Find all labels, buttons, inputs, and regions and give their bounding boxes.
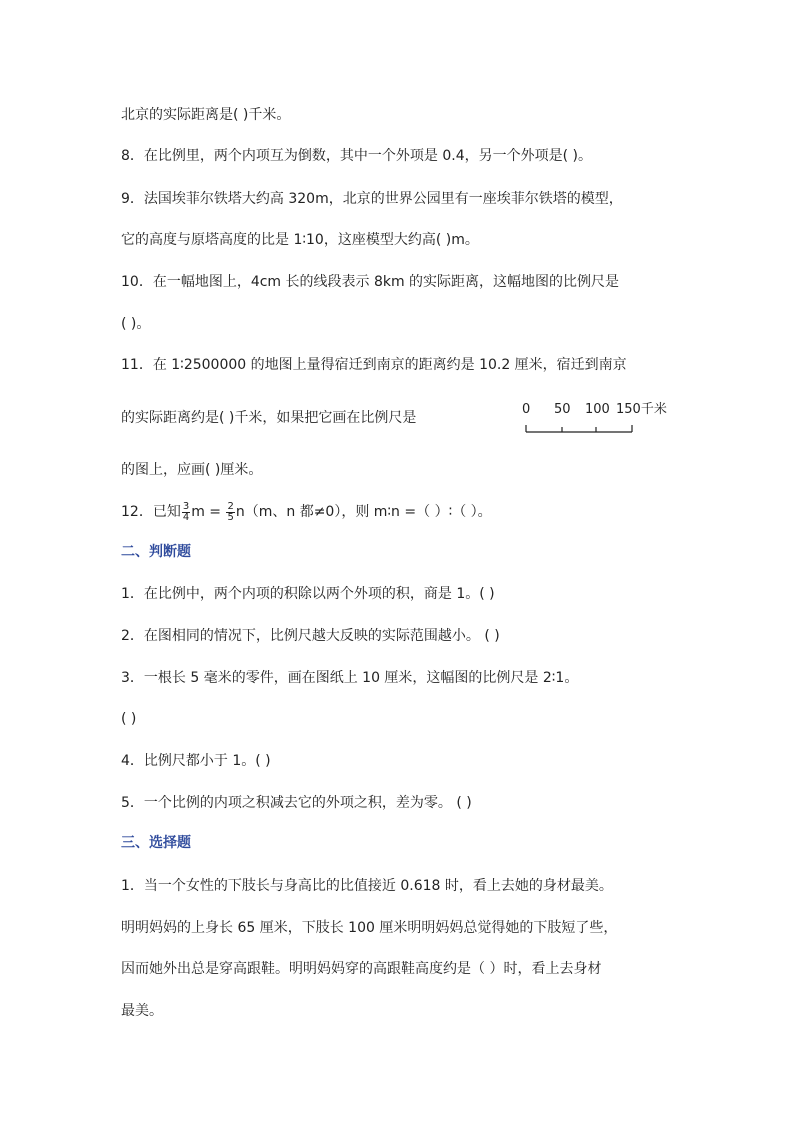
- fraction-denominator: 5: [227, 511, 234, 523]
- scale-bar: [520, 402, 670, 436]
- choice-item-1-line-4: 最美。: [121, 1003, 163, 1019]
- question-11-line-3: 的图上，应画( )厘米。: [121, 462, 263, 478]
- choice-item-1-line-1: 1．当一个女性的下肢长与身高比的比值接近 0.618 时，看上去她的身材最美。: [121, 878, 613, 894]
- question-11-line-2: 的实际距离约是( )千米，如果把它画在比例尺是: [121, 410, 417, 426]
- choice-item-1-line-3: 因而她外出总是穿高跟鞋。明明妈妈穿的高跟鞋高度约是（ ）时，看上去身材: [121, 961, 602, 977]
- judgment-item-3: 3．一根长 5 毫米的零件，画在图纸上 10 厘米，这幅图的比例尺是 2∶1。: [121, 670, 579, 686]
- scale-bar-line: [520, 422, 640, 434]
- question-10-line-1: 10．在一幅地图上，4cm 长的线段表示 8km 的实际距离，这幅地图的比例尺是: [121, 274, 620, 290]
- fraction-denominator: 4: [182, 511, 190, 523]
- scale-label-0: 0: [522, 402, 531, 417]
- scale-label-50: 50: [554, 402, 571, 417]
- fraction-numerator: 2: [227, 500, 234, 512]
- judgment-item-3-answer: ( ): [121, 711, 137, 727]
- question-11-line-1: 11．在 1∶2500000 的地图上量得宿迁到南京的距离约是 10.2 厘米，宿迁到南京: [121, 357, 627, 373]
- question-7-continuation: 北京的实际距离是( )千米。: [121, 107, 291, 123]
- q12-prefix: 12．已知: [121, 504, 181, 520]
- judgment-item-5: 5．一个比例的内项之积减去它的外项之积，差为零。 ( ): [121, 795, 472, 811]
- judgment-item-4: 4．比例尺都小于 1。( ): [121, 753, 271, 769]
- choice-item-1-line-2: 明明妈妈的上身长 65 厘米，下肢长 100 厘米明明妈妈总觉得她的下肢短了些，: [121, 920, 618, 936]
- section-2-heading: 二、判断题: [121, 544, 191, 560]
- section-3-heading: 三、选择题: [121, 835, 191, 851]
- question-9-line-2: 它的高度与原塔高度的比是 1∶10，这座模型大约高( )m。: [121, 232, 479, 248]
- question-8: 8．在比例里，两个内项互为倒数，其中一个外项是 0.4，另一个外项是( )。: [121, 148, 592, 164]
- question-12: [121, 500, 492, 524]
- q12-suffix: n（m、n 都≠0），则 m∶n =（ ）∶（ ）。: [235, 504, 492, 520]
- scale-label-100: 100: [585, 402, 610, 417]
- question-9-line-1: 9．法国埃菲尔铁塔大约高 320m，北京的世界公园里有一座埃菲尔铁塔的模型，: [121, 191, 623, 207]
- q12-mid: m =: [191, 504, 222, 520]
- fraction-numerator: 3: [182, 500, 190, 512]
- fraction-2-5: [226, 502, 234, 523]
- judgment-item-1: 1．在比例中，两个内项的积除以两个外项的积，商是 1。( ): [121, 586, 495, 602]
- judgment-item-2: 2．在图相同的情况下，比例尺越大反映的实际范围越小。 ( ): [121, 628, 500, 644]
- fraction-3-4: [182, 502, 190, 523]
- scale-label-150: 150千米: [616, 402, 667, 417]
- question-10-line-2: ( )。: [121, 316, 151, 332]
